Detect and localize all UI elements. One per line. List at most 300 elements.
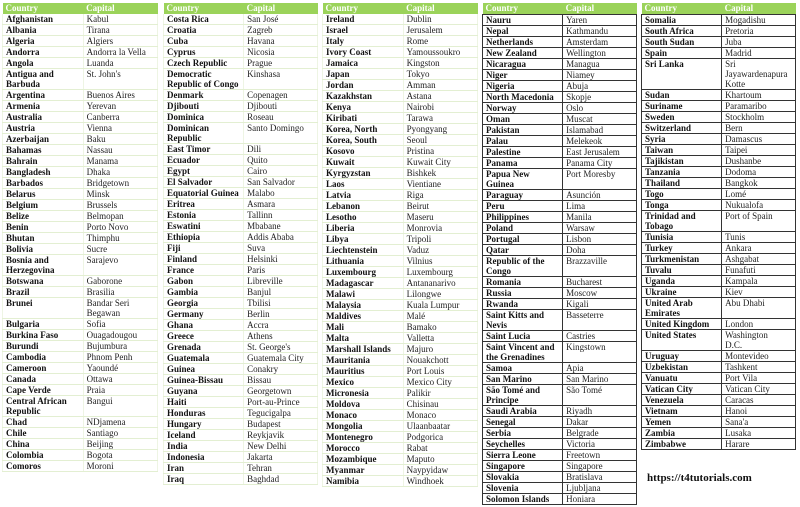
capital-cell: Montevideo [722,351,796,362]
capital-cell: Taipei [722,145,796,156]
table-row [323,344,478,355]
country-cell: Dominican Republic [164,123,244,144]
capital-cell: Bandar Seri Begawan [83,298,157,319]
country-cell: Belgium [3,200,84,211]
country-cell: Paraguay [483,190,563,201]
capital-cell: Luxembourg [403,267,477,278]
capital-cell: Ulaanbaatar [403,421,477,432]
capital-cell: Lomé [722,189,796,200]
capital-cell: Kathmandu [563,26,637,37]
table-row [483,406,637,417]
country-cell: Central African Republic [3,396,84,417]
table-row [642,351,796,362]
table-row [3,244,158,255]
country-cell: Korea, North [323,124,404,135]
table-row [164,199,318,210]
capital-cell: Islamabad [563,125,637,136]
country-cell: Guyana [164,386,244,397]
capital-cell: Sana'a [722,417,796,428]
table-row [483,103,637,114]
country-cell: Mauritania [323,355,404,366]
country-cell: Italy [323,36,404,47]
table-row [164,188,318,199]
country-cell: Slovakia [483,472,563,483]
table-row [323,146,478,157]
country-cell: Russia [483,288,563,299]
table-row [323,366,478,377]
table-row [483,299,637,310]
table-row [164,441,318,452]
capital-cell: Maseru [403,212,477,223]
country-cell: Kosovo [323,146,404,157]
table-row [483,288,637,299]
capital-cell: Athens [244,331,318,342]
table-row [642,417,796,428]
table-row [164,112,318,123]
table-row [323,289,478,300]
table-row [483,461,637,472]
capital-header: Capital [722,3,796,15]
capital-cell: Tegucigalpa [244,408,318,419]
country-cell: Norway [483,103,563,114]
capital-cell: Warsaw [563,223,637,234]
table-row [164,210,318,221]
capital-cell: Nassau [83,145,157,156]
capital-cell: Dublin [403,14,477,25]
country-cell: Switzerland [642,123,722,134]
country-cell: Suriname [642,101,722,112]
table-row [642,123,796,134]
country-cell: Peru [483,201,563,212]
capital-cell: Victoria [563,439,637,450]
capital-header: Capital [83,3,157,14]
table-row [483,158,637,169]
table-row [642,395,796,406]
capital-cell: Caracas [722,395,796,406]
capital-cell: Moscow [563,288,637,299]
table-row [3,145,158,156]
country-cell: North Macedonia [483,92,563,103]
country-cell: São Tomé and Principe [483,385,563,406]
capital-cell: Malabo [244,188,318,199]
capital-cell: Algiers [83,36,157,47]
country-cell: Canada [3,374,84,385]
table-row [164,397,318,408]
table-row [164,419,318,430]
country-cell: Brunei [3,298,84,319]
capital-cell: Tehran [244,463,318,474]
country-cell: Democratic Republic of Congo [164,69,244,90]
country-cell: Australia [3,112,84,123]
table-row [3,101,158,112]
country-cell: Indonesia [164,452,244,463]
table-row [642,26,796,37]
country-cell: Cambodia [3,352,84,363]
capital-cell: Nukualofa [722,200,796,211]
table-row [642,406,796,417]
capital-cell: Melekeok [563,136,637,147]
country-header: Country [164,3,244,14]
table-row [483,26,637,37]
capital-cell: Naypyidaw [403,465,477,476]
capital-cell: Brussels [83,200,157,211]
country-cell: Barbados [3,178,84,189]
capital-cell: Banjul [244,287,318,298]
table-row [323,454,478,465]
table-row [323,245,478,256]
capital-cell: Rome [403,36,477,47]
country-cell: Mauritius [323,366,404,377]
capital-cell: Kigali [563,299,637,310]
capital-cell: Monaco [403,410,477,421]
capital-cell: Kinshasa [244,69,318,90]
table-header [164,3,318,14]
country-cell: Ukraine [642,287,722,298]
country-cell: Brazil [3,287,84,298]
country-cell: Syria [642,134,722,145]
country-cell: Algeria [3,36,84,47]
table-row [164,430,318,441]
capital-header: Capital [403,3,477,14]
capital-cell: Vientiane [403,179,477,190]
table-row [483,15,637,26]
capital-cell: Kuala Lumpur [403,300,477,311]
country-cell: Sierra Leone [483,450,563,461]
country-cell: San Marino [483,374,563,385]
capital-cell: Skopje [563,92,637,103]
capital-cell: Sarajevo [83,255,157,276]
capital-cell: Tunis [722,232,796,243]
capital-cell: Lilongwe [403,289,477,300]
capital-cell: Rabat [403,443,477,454]
country-cell: Angola [3,58,84,69]
capital-cell: Port Moresby [563,169,637,190]
capital-cell: Monrovia [403,223,477,234]
country-cell: Comoros [3,461,84,472]
country-cell: Croatia [164,25,244,36]
table-row [164,36,318,47]
capital-cell: Castries [563,331,637,342]
capital-cell: Valletta [403,333,477,344]
table-header [323,3,478,14]
capital-cell: Libreville [244,276,318,287]
capital-cell: Andorra la Vella [83,47,157,58]
country-cell: Laos [323,179,404,190]
table-row [483,114,637,125]
table-row [164,123,318,144]
capital-cell: Kiev [722,287,796,298]
country-cell: Malta [323,333,404,344]
table-row [164,342,318,353]
country-cell: Rwanda [483,299,563,310]
capital-cell: Accra [244,320,318,331]
country-cell: Lesotho [323,212,404,223]
country-cell: Uruguay [642,351,722,362]
country-cell: Costa Rica [164,14,244,25]
table-row [323,256,478,267]
countries-table-5 [641,3,796,450]
country-cell: Trinidad and Tobago [642,211,722,232]
capital-cell: Conakry [244,364,318,375]
capital-cell: Panama City [563,158,637,169]
capital-cell: Brazzaville [563,256,637,277]
country-cell: Cyprus [164,47,244,58]
capital-cell: Bissau [244,375,318,386]
table-row [3,178,158,189]
country-cell: Palestine [483,147,563,158]
table-row [323,190,478,201]
capital-cell: Yerevan [83,101,157,112]
table-row [3,417,158,428]
table-row [3,461,158,472]
country-cell: Botswana [3,276,84,287]
table-row [642,232,796,243]
capital-cell: Lima [563,201,637,212]
country-cell: Taiwan [642,145,722,156]
capital-cell: Pyongyang [403,124,477,135]
table-row [3,428,158,439]
capital-cell: Palikir [403,388,477,399]
capital-cell: Nicosia [244,47,318,58]
table-row [323,432,478,443]
table-row [164,309,318,320]
country-cell: Republic of the Congo [483,256,563,277]
country-cell: Honduras [164,408,244,419]
country-cell: United Kingdom [642,319,722,330]
table-row [164,14,318,25]
country-cell: Vanuatu [642,373,722,384]
country-cell: Philippines [483,212,563,223]
table-row [3,222,158,233]
capital-cell: St. George's [244,342,318,353]
country-cell: Ghana [164,320,244,331]
table-row [483,385,637,406]
country-cell: Cape Verde [3,385,84,396]
country-cell: Mexico [323,377,404,388]
table-row [164,276,318,287]
capital-cell: Thimphu [83,233,157,244]
capital-cell: Vatican City [722,384,796,395]
country-cell: Estonia [164,210,244,221]
country-cell: El Salvador [164,177,244,188]
capital-cell: Zagreb [244,25,318,36]
table-row [642,211,796,232]
country-cell: Finland [164,254,244,265]
capital-cell: Funafuti [722,265,796,276]
table-row [642,319,796,330]
capital-cell: Abuja [563,81,637,92]
country-cell: Netherlands [483,37,563,48]
country-cell: Libya [323,234,404,245]
capital-cell: Havana [244,36,318,47]
table-row [642,428,796,439]
country-cell: Kiribati [323,113,404,124]
country-cell: Tunisia [642,232,722,243]
capital-cell: Dhaka [83,167,157,178]
table-header [483,3,637,15]
capital-cell: Kampala [722,276,796,287]
country-cell: Nauru [483,15,563,26]
country-cell: Somalia [642,15,722,26]
country-cell: Benin [3,222,84,233]
country-cell: Belize [3,211,84,222]
table-row [164,221,318,232]
table-row [323,465,478,476]
table-row [483,70,637,81]
country-cell: Jordan [323,80,404,91]
country-cell: Georgia [164,298,244,309]
country-cell: Bulgaria [3,319,84,330]
country-cell: Mongolia [323,421,404,432]
country-cell: Mali [323,322,404,333]
table-row [323,179,478,190]
capital-cell: Porto Novo [83,222,157,233]
country-cell: Nicaragua [483,59,563,70]
country-header: Country [323,3,404,14]
capital-cell: Harare [722,439,796,450]
country-cell: Kyrgyzstan [323,168,404,179]
country-cell: South Africa [642,26,722,37]
capital-cell: Kuwait City [403,157,477,168]
country-cell: Bhutan [3,233,84,244]
capital-cell: Tarawa [403,113,477,124]
country-cell: Kazakhstan [323,91,404,102]
table-row [164,452,318,463]
table-row [3,14,158,25]
table-row [642,362,796,373]
country-cell: Uzbekistan [642,362,722,373]
country-cell: Turkey [642,243,722,254]
country-cell: Liberia [323,223,404,234]
table-row [3,276,158,287]
country-cell: France [164,265,244,276]
table-row [323,322,478,333]
capital-cell: East Jerusalem [563,147,637,158]
table-row [323,201,478,212]
capital-cell: Podgorica [403,432,477,443]
country-cell: Eritrea [164,199,244,210]
country-cell: Oman [483,114,563,125]
table-row [483,59,637,70]
table-row [483,190,637,201]
table-row [483,472,637,483]
capital-cell: Asmara [244,199,318,210]
capital-cell: Baghdad [244,474,318,485]
table-row [642,167,796,178]
capital-cell: NDjamena [83,417,157,428]
country-cell: Tanzania [642,167,722,178]
country-cell: Bangladesh [3,167,84,178]
capital-cell: Antananarivo [403,278,477,289]
table-row [323,80,478,91]
table-header [642,3,796,15]
capital-cell: Maputo [403,454,477,465]
country-cell: Yemen [642,417,722,428]
country-cell: Antigua and Barbuda [3,69,84,90]
table-row [164,144,318,155]
capital-cell: Lisbon [563,234,637,245]
capital-cell: Copenagen [244,90,318,101]
country-cell: Gabon [164,276,244,287]
table-row [323,234,478,245]
capital-cell: Belmopan [83,211,157,222]
table-row [642,112,796,123]
table-row [3,374,158,385]
table-row [323,124,478,135]
country-cell: Korea, South [323,135,404,146]
country-cell: Cuba [164,36,244,47]
table-row [3,90,158,101]
capital-cell: Vienna [83,123,157,134]
capital-cell: Yaoundé [83,363,157,374]
table-row [323,157,478,168]
table-row [164,90,318,101]
country-cell: Japan [323,69,404,80]
country-header: Country [642,3,722,15]
country-cell: Cameroon [3,363,84,374]
capital-cell: Suva [244,243,318,254]
table-row [642,243,796,254]
table-row [483,450,637,461]
capital-cell: Pretoria [722,26,796,37]
country-cell: Chad [3,417,84,428]
table-row [3,287,158,298]
capital-cell: London [722,319,796,330]
country-cell: Mozambique [323,454,404,465]
capital-cell: San José [244,14,318,25]
country-cell: Greece [164,331,244,342]
table-row [164,69,318,90]
table-row [164,408,318,419]
country-cell: New Zealand [483,48,563,59]
country-cell: Namibia [323,476,404,487]
table-row [3,330,158,341]
table-row [323,278,478,289]
table-row [323,355,478,366]
capital-cell: Bucharest [563,277,637,288]
capital-cell: Malé [403,311,477,322]
capital-cell: Yamoussoukro [403,47,477,58]
table-header [3,3,158,14]
country-cell: Germany [164,309,244,320]
country-cell: China [3,439,84,450]
capital-cell: New Delhi [244,441,318,452]
country-cell: Iceland [164,430,244,441]
table-row [483,342,637,363]
table-row [323,102,478,113]
country-cell: Djibouti [164,101,244,112]
country-cell: Tonga [642,200,722,211]
table-row [164,166,318,177]
country-cell: Turkmenistan [642,254,722,265]
country-cell: Tuvalu [642,265,722,276]
capital-cell: Vaduz [403,245,477,256]
table-row [323,69,478,80]
country-cell: Egypt [164,166,244,177]
country-cell: Venezuela [642,395,722,406]
table-row [323,135,478,146]
capital-cell: Berlin [244,309,318,320]
country-cell: Nepal [483,26,563,37]
countries-table-1 [2,3,158,472]
capital-cell: Reykjavik [244,430,318,441]
capital-cell: Guatemala City [244,353,318,364]
table-row [164,254,318,265]
table-row [642,90,796,101]
capital-cell: Canberra [83,112,157,123]
table-row [3,233,158,244]
table-row [483,234,637,245]
